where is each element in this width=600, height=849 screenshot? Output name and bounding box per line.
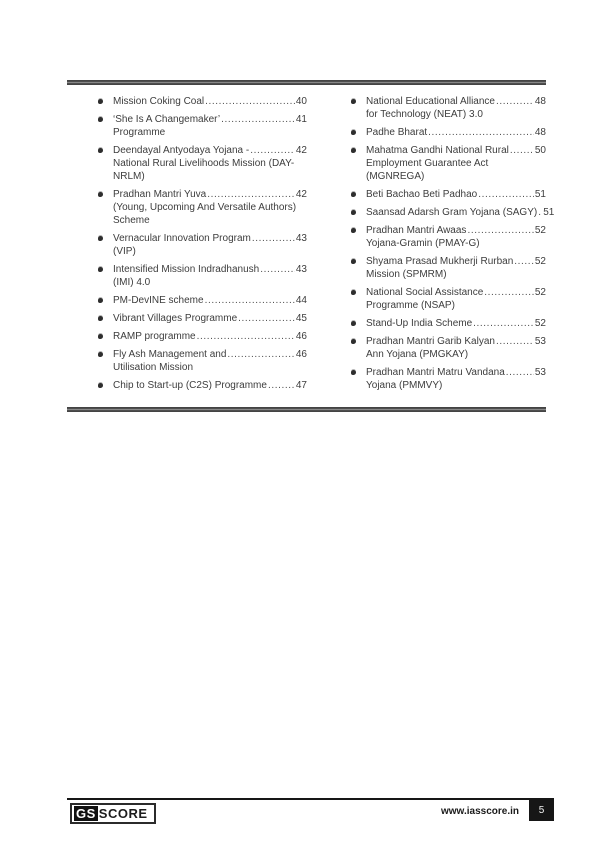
- toc-entry-page-number: 42: [295, 145, 307, 156]
- dot-leader: [510, 144, 534, 157]
- toc-entry-line: [366, 206, 555, 219]
- toc-entry-body: [113, 95, 307, 108]
- dot-leader: [238, 312, 295, 325]
- toc-entry-page-number: 52: [534, 318, 546, 329]
- gsscore-logo: [70, 803, 156, 824]
- toc-entry-body: [366, 95, 546, 121]
- toc-entry-page-number: 44: [295, 295, 307, 306]
- toc-entry-body: [113, 379, 307, 392]
- toc-entry: [97, 294, 307, 307]
- dot-leader: [252, 232, 295, 245]
- toc-entry-page-number: 45: [295, 313, 307, 324]
- bullet-icon: [97, 330, 113, 339]
- dot-leader: [478, 188, 534, 201]
- bullet-icon: [350, 317, 366, 326]
- dot-leader: [428, 126, 534, 139]
- dot-leader: [484, 286, 534, 299]
- dot-leader: [207, 188, 295, 201]
- toc-entry: [350, 144, 546, 183]
- toc-entry: [97, 188, 307, 227]
- bullet-icon: [97, 312, 113, 321]
- toc-entry-page-number: 47: [295, 380, 307, 391]
- toc-entry-line: [366, 224, 546, 237]
- toc-entry-title: Intensified Mission Indradhanush: [113, 264, 260, 275]
- bullet-icon: [97, 348, 113, 357]
- toc-entry-body: [366, 126, 546, 139]
- toc-entry: [350, 255, 546, 281]
- toc-entry: [97, 379, 307, 392]
- toc-entry-line: [113, 232, 307, 245]
- toc-entry-title: Pradhan Mantri Garib Kalyan: [366, 336, 495, 347]
- page-number-badge: [529, 800, 554, 821]
- toc-entry-line: [113, 95, 307, 108]
- toc-entry-subtitle: for Technology (NEAT) 3.0: [366, 109, 483, 120]
- toc-entry-page-number: 52: [534, 287, 546, 298]
- toc-entry-line: [366, 144, 546, 157]
- toc-entry: [97, 263, 307, 289]
- toc-column-left: [97, 95, 307, 397]
- toc-entry-subtitle: National Rural Livelihoods Mission (DAY-NRLM): [113, 158, 295, 182]
- toc-entry-page-number: 40: [295, 96, 307, 107]
- dot-leader: [197, 330, 295, 343]
- toc-entry-title: Pradhan Mantri Yuva: [113, 189, 207, 200]
- toc-entry-title: Padhe Bharat: [366, 127, 428, 138]
- toc-entry: [350, 188, 546, 201]
- toc-entry: [350, 317, 546, 330]
- toc-entry-body: [366, 144, 546, 183]
- dot-leader: [205, 294, 295, 307]
- toc-entry-title: Vernacular Innovation Program: [113, 233, 251, 244]
- toc-entry-subtitle: Employment Guarantee Act (MGNREGA): [366, 158, 489, 182]
- toc-entry-subtitle: (VIP): [113, 246, 136, 257]
- toc-entry: [97, 232, 307, 258]
- toc-entry-page-number: 48: [534, 96, 546, 107]
- page-footer: [67, 798, 554, 824]
- toc-entry-subtitle: Programme (NSAP): [366, 300, 455, 311]
- toc-entry-body: [366, 188, 546, 201]
- toc-entry-page-number: 53: [534, 367, 546, 378]
- toc-entry-page-number: 50: [534, 145, 546, 156]
- bullet-icon: [97, 188, 113, 197]
- toc-entry-line: [113, 348, 307, 361]
- bullet-icon: [350, 144, 366, 153]
- toc-entry-body: [113, 188, 307, 227]
- gsscore-logo-gs: GS: [76, 806, 96, 821]
- toc-entry: [97, 312, 307, 325]
- toc-entry-body: [113, 294, 307, 307]
- toc-entry-title: ‘She Is A Changemaker’: [113, 114, 221, 125]
- toc-entry-body: [366, 366, 546, 392]
- toc-entry-subtitle: Programme: [113, 127, 166, 138]
- toc-entry-page-number: 51: [534, 189, 546, 200]
- dot-leader: [250, 144, 295, 157]
- toc-entry-page-number: 46: [295, 331, 307, 342]
- toc-entry-body: [113, 312, 307, 325]
- toc-entry: [97, 330, 307, 343]
- dot-leader: [496, 95, 534, 108]
- bullet-icon: [97, 113, 113, 122]
- toc-entry-title: Beti Bachao Beti Padhao: [366, 189, 478, 200]
- toc-entry-line: [113, 330, 307, 343]
- top-divider-rule: [67, 80, 546, 85]
- dot-leader: [514, 255, 534, 268]
- toc-entry-subtitle: Mission (SPMRM): [366, 269, 447, 280]
- toc-entry-line: [113, 263, 307, 276]
- toc-entry-body: [113, 113, 307, 139]
- bullet-icon: [350, 366, 366, 375]
- dot-leader: [227, 348, 294, 361]
- toc-entry-title: PM-DevINE scheme: [113, 295, 204, 306]
- dot-leader: [538, 206, 542, 219]
- toc-entry: [97, 113, 307, 139]
- toc-entry-line: [366, 335, 546, 348]
- bullet-icon: [97, 263, 113, 272]
- toc-entry-title: National Educational Alliance: [366, 96, 495, 107]
- dot-leader: [260, 263, 295, 276]
- bullet-icon: [97, 379, 113, 388]
- toc-entry-title: Fly Ash Management and: [113, 349, 227, 360]
- toc-entry-line: [366, 126, 546, 139]
- dot-leader: [268, 379, 295, 392]
- toc-entry-page-number: 52: [534, 225, 546, 236]
- toc-entry-title: Pradhan Mantri Awaas: [366, 225, 467, 236]
- footer-right: [441, 800, 554, 821]
- toc-entry: [350, 224, 546, 250]
- toc-entry: [350, 126, 546, 139]
- toc-entry-title: National Social Assistance: [366, 287, 484, 298]
- toc-entry-page-number: 43: [295, 233, 307, 244]
- toc-entry: [350, 366, 546, 392]
- bullet-icon: [350, 95, 366, 104]
- toc-columns: [67, 95, 555, 397]
- toc-entry-body: [113, 330, 307, 343]
- toc-entry: [97, 95, 307, 108]
- bottom-divider-rule: [67, 407, 546, 412]
- bullet-icon: [350, 286, 366, 295]
- toc-entry: [350, 335, 546, 361]
- toc-entry-line: [366, 286, 546, 299]
- toc-entry-line: [113, 312, 307, 325]
- toc-entry-title: Chip to Start-up (C2S) Programme: [113, 380, 267, 391]
- toc-entry-body: [113, 263, 307, 289]
- toc-column-right: [350, 95, 555, 397]
- bullet-icon: [350, 206, 366, 215]
- toc-entry-body: [366, 286, 546, 312]
- toc-entry-line: [113, 379, 307, 392]
- toc-entry: [97, 348, 307, 374]
- toc-entry-subtitle: Ann Yojana (PMGKAY): [366, 349, 469, 360]
- toc-entry-body: [366, 255, 546, 281]
- dot-leader: [221, 113, 295, 126]
- toc-entry-subtitle: Yojana (PMMVY): [366, 380, 443, 391]
- dot-leader: [467, 224, 533, 237]
- page-number: 5: [538, 805, 545, 816]
- toc-entry-page-number: 53: [534, 336, 546, 347]
- toc-entry-line: [113, 188, 307, 201]
- toc-entry-page-number: 43: [295, 264, 307, 275]
- toc-entry-line: [113, 113, 307, 126]
- toc-entry-title: Vibrant Villages Programme: [113, 313, 238, 324]
- toc-entry: [350, 206, 555, 219]
- dot-leader: [473, 317, 534, 330]
- bullet-icon: [350, 188, 366, 197]
- bullet-icon: [350, 224, 366, 233]
- footer-website: www.iasscore.in: [441, 806, 519, 817]
- toc-entry-title: Saansad Adarsh Gram Yojana (SAGY): [366, 207, 538, 218]
- bullet-icon: [97, 294, 113, 303]
- bullet-icon: [350, 335, 366, 344]
- toc-entry-body: [113, 232, 307, 258]
- toc-entry-subtitle: Yojana-Gramin (PMAY-G): [366, 238, 480, 249]
- toc-entry-line: [366, 366, 546, 379]
- toc-entry-page-number: 52: [534, 256, 546, 267]
- gsscore-logo-score: SCORE: [98, 806, 148, 821]
- toc-entry-page-number: 48: [534, 127, 546, 138]
- toc-entry-line: [366, 317, 546, 330]
- bullet-icon: [97, 232, 113, 241]
- bullet-icon: [97, 95, 113, 104]
- toc-entry-body: [366, 206, 555, 219]
- dot-leader: [205, 95, 295, 108]
- toc-entry-subtitle: Utilisation Mission: [113, 362, 194, 373]
- toc-entry-subtitle: (IMI) 4.0: [113, 277, 151, 288]
- toc-entry-body: [366, 224, 546, 250]
- toc-entry-line: [366, 188, 546, 201]
- toc-entry-page-number: 42: [295, 189, 307, 200]
- toc-entry-title: Mission Coking Coal: [113, 96, 205, 107]
- toc-entry-subtitle: (Young, Upcoming And Versatile Authors) Scheme: [113, 202, 297, 226]
- dot-leader: [506, 366, 534, 379]
- toc-entry-title: RAMP programme: [113, 331, 196, 342]
- bullet-icon: [97, 144, 113, 153]
- toc-entry-title: Mahatma Gandhi National Rural: [366, 145, 509, 156]
- bullet-icon: [350, 255, 366, 264]
- toc-entry-title: Stand-Up India Scheme: [366, 318, 473, 329]
- toc-entry-page-number: 46: [295, 349, 307, 360]
- toc-entry-line: [366, 95, 546, 108]
- toc-entry-page-number: 41: [295, 114, 307, 125]
- toc-entry-line: [113, 294, 307, 307]
- toc-entry: [350, 95, 546, 121]
- toc-entry-body: [366, 317, 546, 330]
- toc-entry-line: [113, 144, 307, 157]
- toc-entry-page-number: 51: [543, 207, 555, 218]
- dot-leader: [496, 335, 534, 348]
- toc-entry-body: [113, 348, 307, 374]
- toc-entry-title: Deendayal Antyodaya Yojana -: [113, 145, 250, 156]
- toc-entry-body: [366, 335, 546, 361]
- toc-entry-title: Pradhan Mantri Matru Vandana: [366, 367, 505, 378]
- toc-entry-line: [366, 255, 546, 268]
- toc-entry-body: [113, 144, 307, 183]
- toc-entry: [350, 286, 546, 312]
- bullet-icon: [350, 126, 366, 135]
- toc-entry: [97, 144, 307, 183]
- toc-entry-title: Shyama Prasad Mukherji Rurban: [366, 256, 514, 267]
